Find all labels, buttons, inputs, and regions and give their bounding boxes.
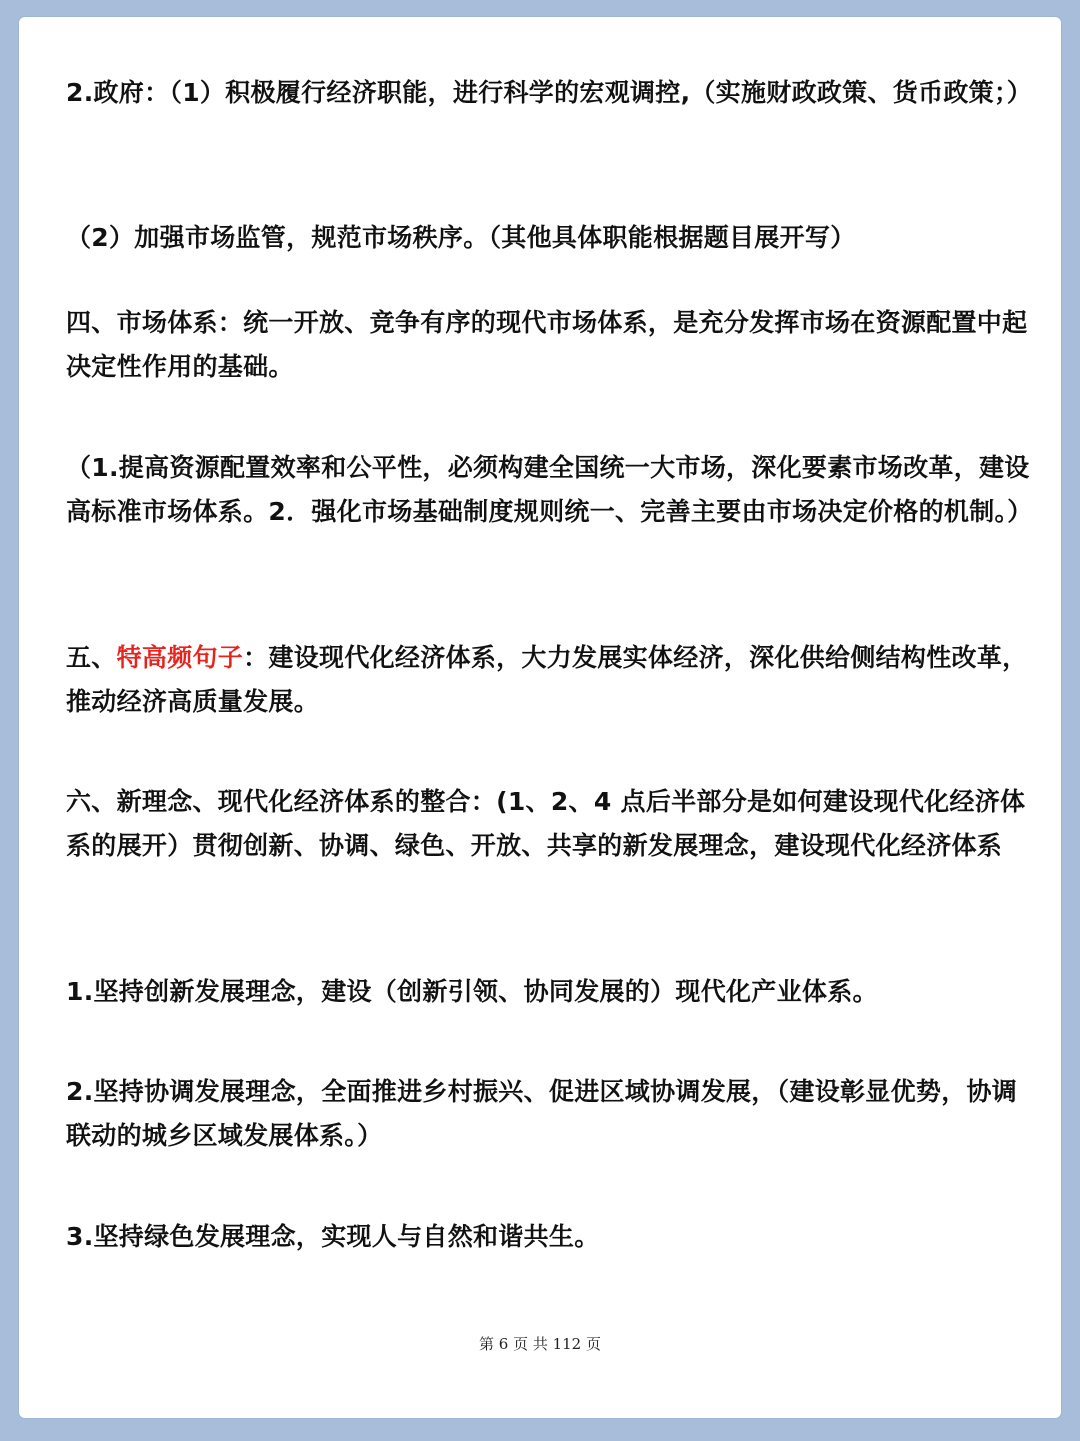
paragraph-innovation: 1.坚持创新发展理念，建设（创新引领、协同发展的）现代化产业体系。 bbox=[66, 977, 878, 1006]
document-page bbox=[19, 17, 1061, 1418]
section-number: 五、 bbox=[66, 643, 117, 672]
paragraph-coordination: 2.坚持协调发展理念，全面推进乡村振兴、促进区域协调发展，（建设彰显优势，协调联动的城乡区域发展体系。） bbox=[66, 1077, 1018, 1150]
paragraph-new-concept: 六、新理念、现代化经济体系的整合：(1、2、4 点后半部分是如何建设现代化经济体系的展开）贯彻创新、协调、绿色、开放、共享的新发展理念，建设现代化经济体系 bbox=[66, 787, 1026, 860]
highlight-label: 特高频句子 bbox=[116, 643, 244, 672]
paragraph-high-frequency-text: ：建设现代化经济体系，大力发展实体经济，深化供给侧结构性改革，推动经济高质量发展。 bbox=[66, 643, 1028, 716]
paragraph-resource-allocation: （1.提高资源配置效率和公平性，必须构建全国统一大市场，深化要素市场改革，建设高标准市场体系。2．强化市场基础制度规则统一、完善主要由市场决定价格的机制。） bbox=[66, 453, 1033, 526]
paragraph-market-system: 四、市场体系：统一开放、竞争有序的现代市场体系，是充分发挥市场在资源配置中起决定性作用的基础。 bbox=[66, 308, 1028, 381]
page-number-footer: 第 6 页 共 112 页 bbox=[478, 1335, 601, 1353]
paragraph-high-frequency bbox=[66, 636, 1036, 724]
paragraph-government: 2.政府：（1）积极履行经济职能，进行科学的宏观调控,（实施财政政策、货币政策；） bbox=[66, 78, 1033, 107]
paragraph-market-supervision: （2）加强市场监管，规范市场秩序。（其他具体职能根据题目展开写） bbox=[66, 223, 856, 252]
paragraph-green: 3.坚持绿色发展理念，实现人与自然和谐共生。 bbox=[66, 1222, 600, 1251]
